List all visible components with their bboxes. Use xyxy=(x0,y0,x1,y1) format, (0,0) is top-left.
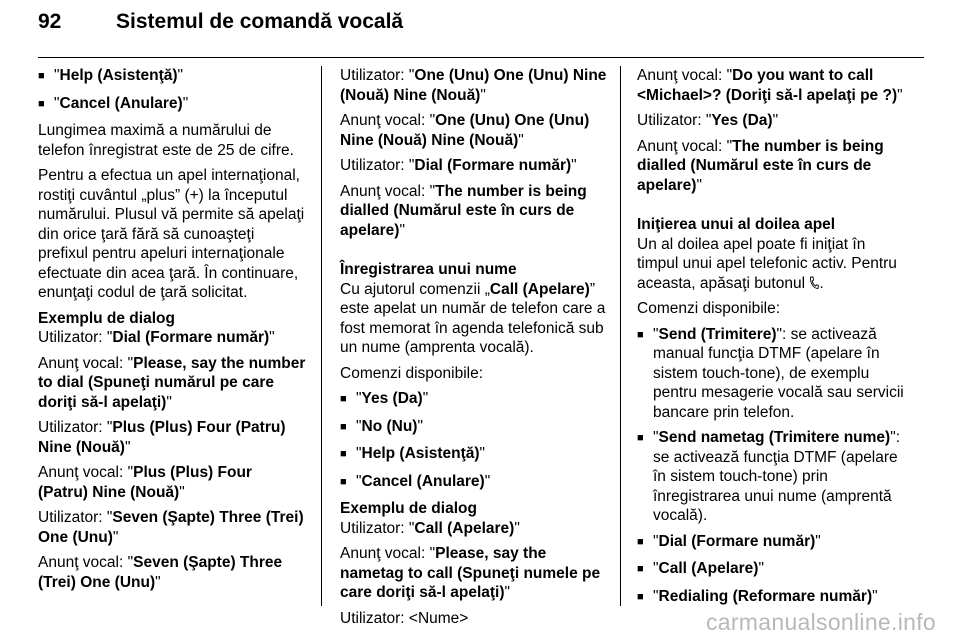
list-item: ■ "Dial (Formare număr)" xyxy=(637,532,909,554)
dialog-line: Utilizator: "Call (Apelare)" xyxy=(340,519,520,537)
bullet-icon xyxy=(637,559,653,581)
bullet-icon xyxy=(38,94,54,116)
list-item: ■ "Send (Trimitere)": se activează manual funcţia DTMF (apelare în sistem touch-tone), de exemplu pentru mesagerie vocală sau servicii bancare prin telefon. xyxy=(637,325,909,423)
dialog-line: Anunţ vocal: "Do you want to call <Michael>? (Doriţi să-l apelaţi pe ?)" xyxy=(637,67,903,104)
list-item: ■ "Help (Asistenţă)" xyxy=(38,66,306,88)
dialog-line: Anunţ vocal: "Please, say the nametag to call (Spuneţi numele pe care doriţi să-l apelaţi)" xyxy=(340,545,601,601)
list-item: ■ "Cancel (Anulare)" xyxy=(38,94,306,116)
list-item: ■ "Yes (Da)" xyxy=(340,389,608,411)
dialog-line: Utilizator: <Nume> xyxy=(340,609,469,627)
bullet-icon xyxy=(340,417,356,439)
bullet-icon xyxy=(637,532,653,554)
dialog-line: Utilizator: "Seven (Şapte) Three (Trei) One (Unu)" xyxy=(38,509,304,546)
dialog-line: Anunţ vocal: "Plus (Plus) Four (Patru) Nine (Nouă)" xyxy=(38,464,252,501)
section-heading: Iniţierea unui al doilea apel xyxy=(637,216,836,233)
dialog-line: Utilizator: "Yes (Da)" xyxy=(637,112,779,129)
paragraph: Cu ajutorul comenzii „Call (Apelare)” este apelat un număr de telefon care a fost memorat în agenda telefonică sub un nume (amprenta vocală). xyxy=(340,280,606,356)
list-item: ■ "Cancel (Anulare)" xyxy=(340,472,608,494)
dialog-line: Utilizator: "Dial (Formare număr)" xyxy=(340,157,577,174)
paragraph: Lungimea maximă a numărului de telefon înregistrat este de 25 de cifre. xyxy=(38,122,294,159)
dialog-line: Anunţ vocal: "Please, say the number to dial (Spuneţi numărul pe care doriţi să-l apelaţi)" xyxy=(38,354,306,411)
bullet-icon xyxy=(637,325,653,423)
list-item: ■ "Redialing (Reformare număr)" xyxy=(637,587,909,609)
page-title: Sistemul de comandă vocală xyxy=(116,10,404,33)
bullet-icon xyxy=(637,428,653,526)
commands-label: Comenzi disponibile: xyxy=(340,364,484,382)
page-header xyxy=(38,10,403,34)
dialog-line: Utilizator: "Plus (Plus) Four (Patru) Nine (Nouă)" xyxy=(38,419,286,456)
dialog-line: Anunţ vocal: "Seven (Şapte) Three (Trei) One (Unu)" xyxy=(38,554,283,591)
column-divider xyxy=(620,66,621,606)
dialog-line: Anunţ vocal: "One (Unu) One (Unu) Nine (Nouă) Nine (Nouă)" xyxy=(340,112,590,149)
column-divider xyxy=(321,66,322,606)
paragraph: Un al doilea apel poate fi iniţiat în timpul unui apel telefonic activ. Pentru aceasta, apăsaţi butonul . xyxy=(637,235,897,292)
dialog-line: Utilizator: "Dial (Formare număr)" xyxy=(38,329,275,346)
column-1 xyxy=(38,66,306,598)
header-rule xyxy=(38,57,924,58)
list-item: ■ "Send nametag (Trimitere nume)": se activează funcţia DTMF (apelare în sistem touch-tone) prin înregistrarea unui nume (amprentă vocală). xyxy=(637,428,909,526)
bullet-icon xyxy=(340,389,356,411)
dialog-line: Anunţ vocal: "The number is being dialled (Numărul este în curs de apelare)" xyxy=(637,137,884,194)
dialog-heading: Exemplu de dialog xyxy=(38,309,175,327)
list-item: ■ "Help (Asistenţă)" xyxy=(340,444,608,466)
bullet-icon xyxy=(340,472,356,494)
bullet-icon xyxy=(38,66,54,88)
dialog-line: Anunţ vocal: "The number is being dialled (Numărul este în curs de apelare)" xyxy=(340,182,587,239)
commands-label: Comenzi disponibile: xyxy=(637,300,781,317)
column-3 xyxy=(637,66,909,614)
dialog-line: Utilizator: "One (Unu) One (Unu) Nine (Nouă) Nine (Nouă)" xyxy=(340,67,607,104)
phone-hook-icon xyxy=(809,276,819,290)
page-number: 92 xyxy=(38,10,62,33)
dialog-heading: Exemplu de dialog xyxy=(340,500,477,517)
bullet-icon xyxy=(637,587,653,609)
bullet-icon xyxy=(340,444,356,466)
section-heading: Înregistrarea unui nume xyxy=(340,261,517,278)
paragraph: Pentru a efectua un apel internaţional, rostiţi cuvântul „plus” (+) la începutul numărului. Plusul vă permite să apelaţi din orice ţară fără să cunoaşteţi prefixul pentru apeluri internaţionale efectuate din acea ţară. În continuare, enunţaţi codul de ţară solicitat. xyxy=(38,167,305,301)
watermark: carmanualsonline.info xyxy=(705,609,936,635)
list-item: ■ "Call (Apelare)" xyxy=(637,559,909,581)
list-item: ■ "No (Nu)" xyxy=(340,417,608,439)
column-2 xyxy=(340,66,608,634)
